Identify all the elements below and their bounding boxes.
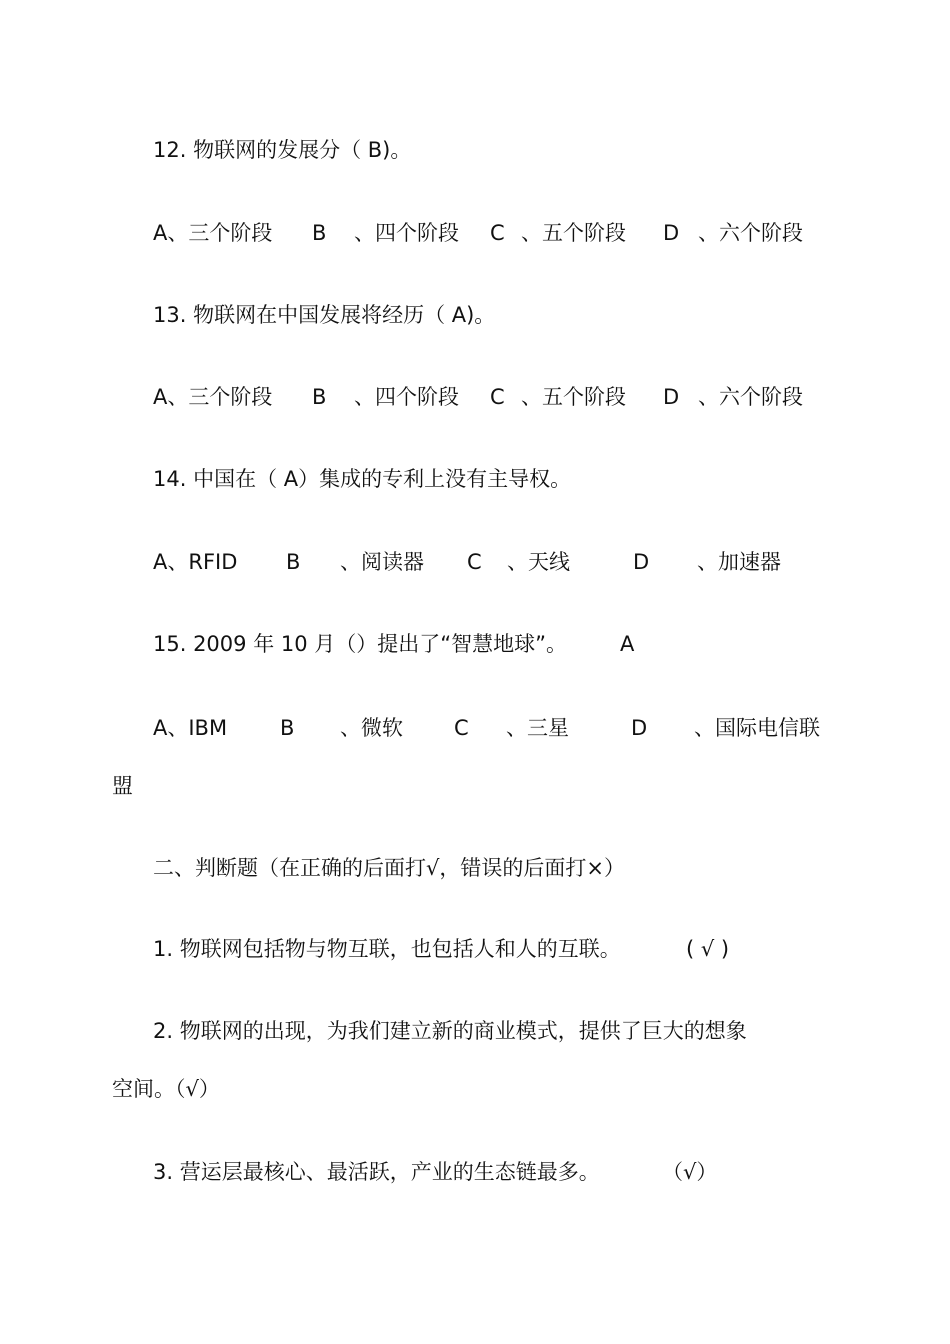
option-c-letter: C (454, 716, 469, 740)
judgement-item-1-mark: ( √ ) (686, 937, 730, 961)
question-15-answer: A (620, 632, 635, 656)
judgement-item-2: 2. 物联网的出现，为我们建立新的商业模式，提供了巨大的想象 (153, 1019, 747, 1043)
option-d-text: 、加速器 (697, 550, 781, 574)
option-d-letter: D (631, 716, 648, 740)
question-13-stem: 13. 物联网在中国发展将经历（ A)。 (153, 303, 496, 327)
option-b-letter: B (286, 550, 301, 574)
question-14-stem: 14. 中国在（ A）集成的专利上没有主导权。 (153, 467, 572, 491)
judgement-item-1: 1. 物联网包括物与物互联，也包括人和人的互联。 (153, 937, 621, 961)
judgement-item-2-continuation: 空间。（√） (112, 1077, 220, 1101)
option-d-text: 、六个阶段 (698, 385, 803, 409)
option-d-letter: D (633, 550, 650, 574)
option-d-letter: D (663, 221, 680, 245)
option-c-text: 、五个阶段 (521, 385, 626, 409)
option-a: A、三个阶段 (153, 385, 273, 409)
option-b-letter: B (312, 385, 327, 409)
option-d-text-wrap: 盟 (112, 774, 133, 798)
option-a: A、IBM (153, 716, 228, 740)
option-b-text: 、阅读器 (340, 550, 424, 574)
question-15-stem: 15. 2009 年 10 月（）提出了“智慧地球”。 (153, 632, 568, 656)
question-12-stem: 12. 物联网的发展分（ B)。 (153, 138, 412, 162)
option-a: A、三个阶段 (153, 221, 273, 245)
option-c-letter: C (490, 221, 505, 245)
section-heading: 二、判断题（在正确的后面打√，错误的后面打×） (153, 856, 625, 880)
option-c-text: 、五个阶段 (521, 221, 626, 245)
option-d-text: 、六个阶段 (698, 221, 803, 245)
option-b-letter: B (312, 221, 327, 245)
option-b-text: 、四个阶段 (354, 385, 459, 409)
judgement-item-3: 3. 营运层最核心、最活跃，产业的生态链最多。 (153, 1160, 600, 1184)
option-a: A、RFID (153, 550, 238, 574)
option-c-letter: C (490, 385, 505, 409)
judgement-item-3-mark: （√） (662, 1160, 718, 1184)
option-d-text: 、国际电信联 (694, 716, 820, 740)
option-b-text: 、微软 (340, 716, 403, 740)
option-c-text: 、三星 (506, 716, 569, 740)
option-c-letter: C (467, 550, 482, 574)
option-d-letter: D (663, 385, 680, 409)
option-b-text: 、四个阶段 (354, 221, 459, 245)
option-b-letter: B (280, 716, 295, 740)
option-c-text: 、天线 (507, 550, 570, 574)
